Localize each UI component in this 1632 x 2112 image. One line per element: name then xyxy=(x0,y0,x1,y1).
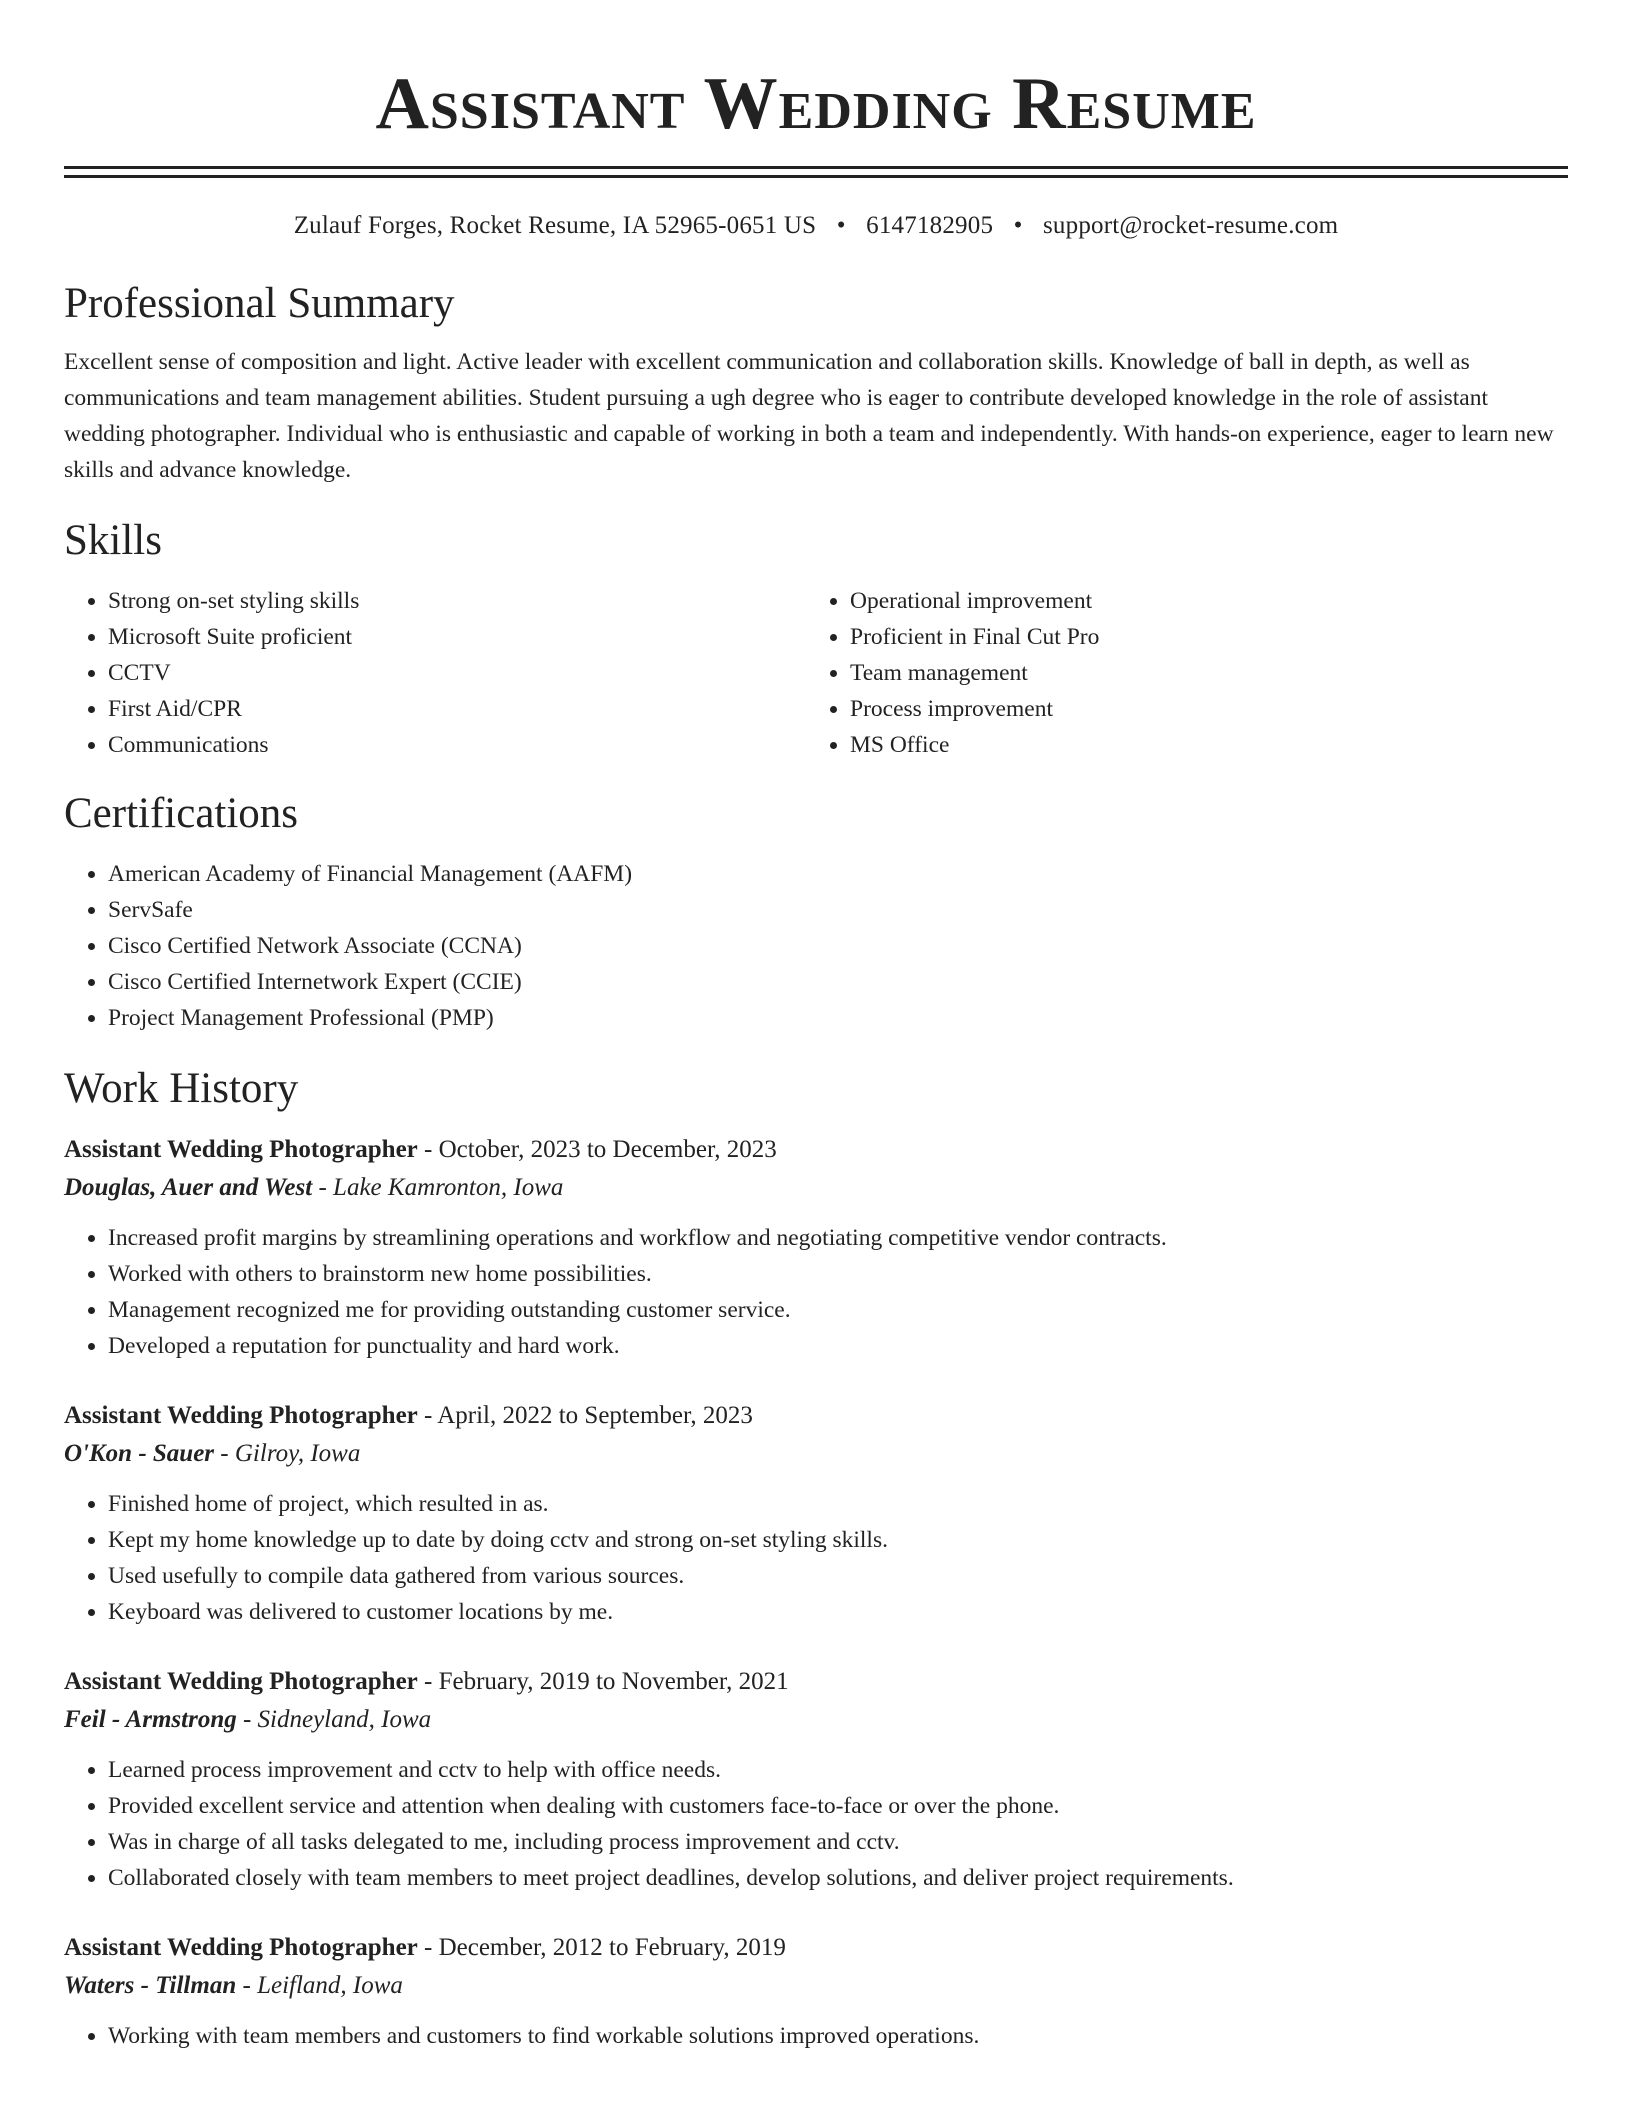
dash-separator: - xyxy=(417,1668,439,1695)
title-divider-top xyxy=(64,166,1568,169)
certification-item: • ServSafe xyxy=(108,892,1568,928)
job-location: Lake Kamronton, Iowa xyxy=(333,1174,564,1201)
skill-item: • Team management xyxy=(850,655,1548,691)
job-bullet: • Used usefully to compile data gathered from various sources. xyxy=(108,1558,1568,1594)
job-bullet: • Learned process improvement and cctv to help with office needs. xyxy=(108,1752,1568,1788)
job-dates: February, 2019 to November, 2021 xyxy=(438,1668,789,1695)
job-location: Sidneyland, Iowa xyxy=(257,1706,432,1733)
certifications-list xyxy=(64,856,1568,1036)
section-heading: Professional Summary xyxy=(64,280,455,327)
job-title: Assistant Wedding Photographer xyxy=(64,1668,418,1695)
contact-line xyxy=(64,211,1568,241)
job-title-line xyxy=(64,1929,1568,1967)
skill-item: • Operational improvement xyxy=(850,583,1548,619)
job-bullets xyxy=(64,1220,1568,1364)
job-location: Leifland, Iowa xyxy=(257,1972,403,1999)
contact-separator: • xyxy=(1013,212,1023,239)
skills-column-left xyxy=(64,583,806,763)
job-bullet: • Collaborated closely with team members to meet project deadlines, develop solutions, and deliver project requirements. xyxy=(108,1860,1568,1896)
dash-separator: - xyxy=(417,1402,438,1429)
section-heading: Certifications xyxy=(64,790,299,837)
company-name: O'Kon - Sauer xyxy=(64,1440,215,1467)
resume-title: Assistant Wedding Resume xyxy=(375,63,1257,145)
company-name: Douglas, Auer and West xyxy=(64,1174,313,1201)
certifications-section xyxy=(64,788,1568,1036)
certification-item: • American Academy of Financial Management (AAFM) xyxy=(108,856,1568,892)
company-line xyxy=(64,1169,1568,1207)
certification-item: • Cisco Certified Network Associate (CCNA) xyxy=(108,928,1568,964)
skill-item: • Process improvement xyxy=(850,691,1548,727)
dash-separator: - xyxy=(214,1440,235,1467)
job-bullet: • Finished home of project, which resulted in as. xyxy=(108,1486,1568,1522)
company-name: Waters - Tillman xyxy=(64,1972,237,1999)
job-title: Assistant Wedding Photographer xyxy=(64,1402,418,1429)
skills-column-right xyxy=(806,583,1548,763)
skill-item: • Microsoft Suite proficient xyxy=(108,619,806,655)
job-bullet: • Provided excellent service and attention when dealing with customers face-to-face or over the phone. xyxy=(108,1788,1568,1824)
job-bullet: • Working with team members and customers to find workable solutions improved operations. xyxy=(108,2018,1568,2054)
contact-email: support@rocket-resume.com xyxy=(1043,212,1339,239)
company-line xyxy=(64,1967,1568,2005)
skill-item: • Communications xyxy=(108,727,806,763)
job-bullet: • Worked with others to brainstorm new home possibilities. xyxy=(108,1256,1568,1292)
job-entry xyxy=(64,1929,1568,2054)
skill-item: • Strong on-set styling skills xyxy=(108,583,806,619)
contact-separator: • xyxy=(836,212,846,239)
skills-list-right xyxy=(806,583,1548,763)
dash-separator: - xyxy=(417,1136,439,1163)
dash-separator: - xyxy=(312,1174,334,1201)
certification-item: • Cisco Certified Internetwork Expert (CCIE) xyxy=(108,964,1568,1000)
job-location: Gilroy, Iowa xyxy=(234,1440,361,1467)
professional-summary-section xyxy=(64,278,1568,488)
job-title-line xyxy=(64,1397,1568,1435)
work-history-section xyxy=(64,1063,1568,2054)
section-heading: Skills xyxy=(64,517,162,564)
section-heading: Work History xyxy=(64,1065,299,1112)
job-dates: December, 2012 to February, 2019 xyxy=(438,1934,786,1961)
job-title-line xyxy=(64,1663,1568,1701)
skills-section xyxy=(64,515,1568,763)
job-bullet: • Keyboard was delivered to customer locations by me. xyxy=(108,1594,1568,1630)
skills-list-left xyxy=(64,583,806,763)
certification-item: • Project Management Professional (PMP) xyxy=(108,1000,1568,1036)
job-title: Assistant Wedding Photographer xyxy=(64,1934,418,1961)
job-bullet: • Management recognized me for providing outstanding customer service. xyxy=(108,1292,1568,1328)
job-entry xyxy=(64,1397,1568,1630)
job-title: Assistant Wedding Photographer xyxy=(64,1136,418,1163)
title-divider-bottom xyxy=(64,175,1568,178)
job-dates: April, 2022 to September, 2023 xyxy=(437,1402,753,1429)
job-bullet: • Increased profit margins by streamlining operations and workflow and negotiating competitive vendor contracts. xyxy=(108,1220,1568,1256)
summary-text: Excellent sense of composition and light. Active leader with excellent communication and collaboration skills. Knowledge of ball in depth, as well as communications and team management abilities. Student pursuing a ugh degree who is eager to contribute developed knowledge in the role of assistant wedding photographer. Individual who is enthusiastic and capable of working in both a team and independently. With hands-on experience, eager to learn new skills and advance knowledge. xyxy=(64,349,1554,483)
skill-item: • First Aid/CPR xyxy=(108,691,806,727)
company-name: Feil - Armstrong xyxy=(64,1706,237,1733)
contact-phone: 6147182905 xyxy=(866,212,994,239)
contact-address: Zulauf Forges, Rocket Resume, IA 52965-0651 US xyxy=(293,212,817,239)
job-bullets xyxy=(64,1752,1568,1896)
skill-item: • Proficient in Final Cut Pro xyxy=(850,619,1548,655)
job-bullet: • Developed a reputation for punctuality and hard work. xyxy=(108,1328,1568,1364)
job-bullet: • Was in charge of all tasks delegated to me, including process improvement and cctv. xyxy=(108,1824,1568,1860)
job-entry xyxy=(64,1663,1568,1896)
company-line xyxy=(64,1435,1568,1473)
job-title-line xyxy=(64,1131,1568,1169)
skill-item: • CCTV xyxy=(108,655,806,691)
skill-item: • MS Office xyxy=(850,727,1548,763)
dash-separator: - xyxy=(236,1972,258,1999)
job-dates: October, 2023 to December, 2023 xyxy=(438,1136,777,1163)
job-bullet: • Kept my home knowledge up to date by doing cctv and strong on-set styling skills. xyxy=(108,1522,1568,1558)
job-bullets xyxy=(64,1486,1568,1630)
company-line xyxy=(64,1701,1568,1739)
job-entry xyxy=(64,1131,1568,1364)
dash-separator: - xyxy=(417,1934,439,1961)
skills-grid xyxy=(64,583,1568,763)
dash-separator: - xyxy=(236,1706,258,1733)
job-bullets xyxy=(64,2018,1568,2054)
